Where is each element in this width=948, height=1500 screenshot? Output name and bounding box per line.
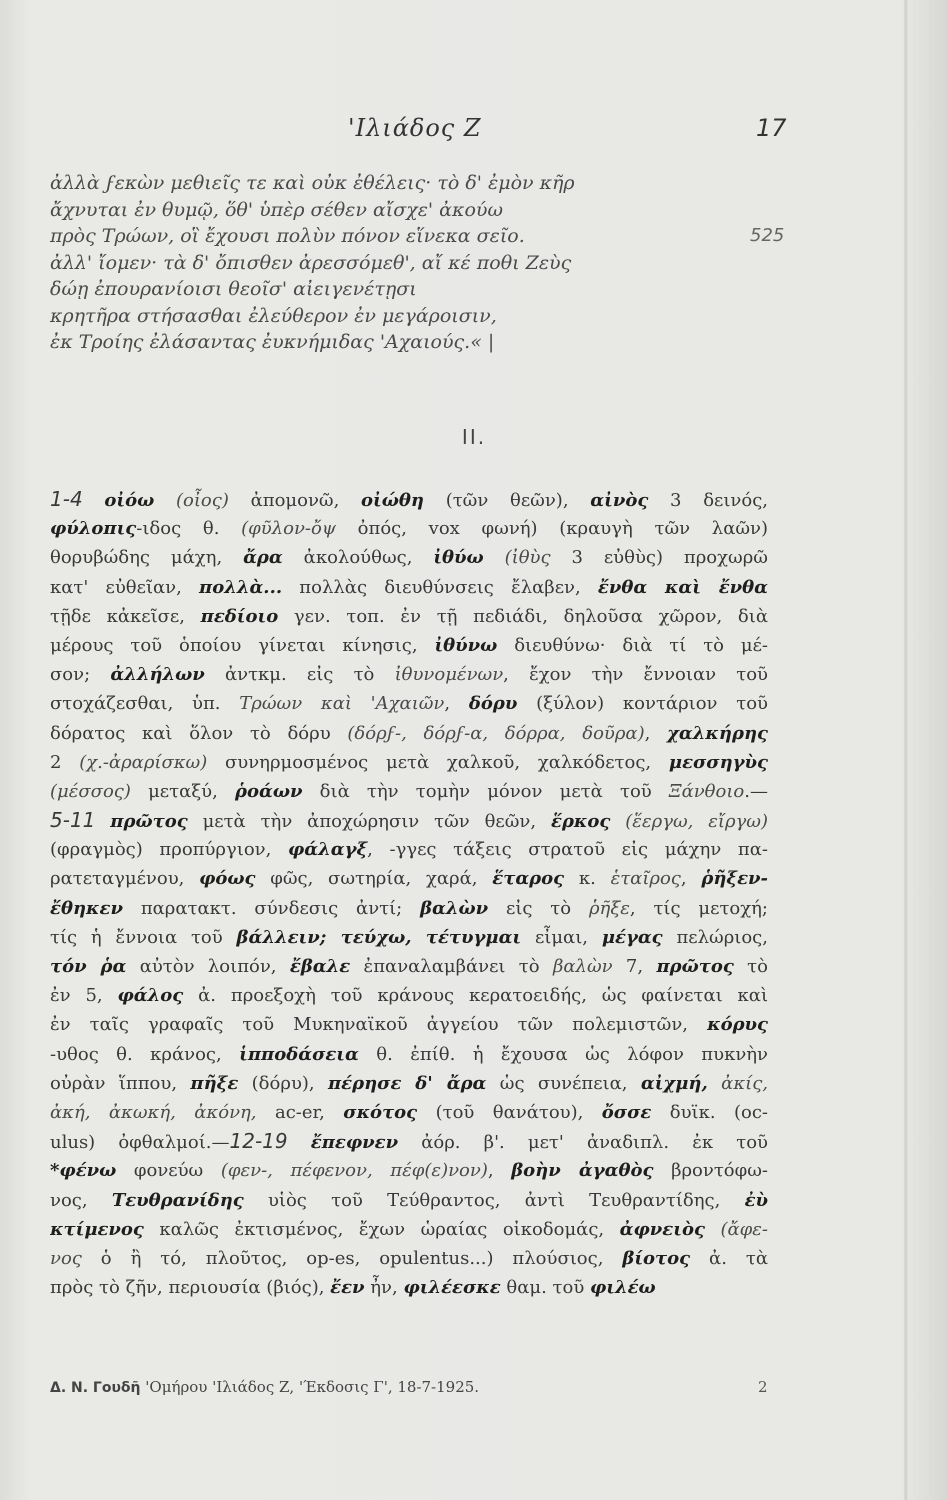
poem-line-text: ἄχνυται ἐν θυμῷ, ὅθ' ὑπὲρ σέθεν αἴσχε' ἀκούω — [50, 198, 503, 221]
commentary-line: ἀκή, ἀκωκή, ἀκόνη, ac-er, σκότος (τοῦ θανάτου), ὄσσε δυϊκ. (oc- — [50, 1101, 768, 1123]
poem-line — [50, 250, 810, 277]
commentary — [50, 485, 768, 1302]
page-fold-shadow — [904, 0, 908, 1500]
commentary-line: (μέσσος) μεταξύ, ῥοάων διὰ τὴν τομὴν μόνον μετὰ τοῦ Ξάνθοιο.— — [50, 780, 768, 802]
poem-line — [50, 223, 810, 250]
section-mark: ΙΙ. — [461, 425, 487, 449]
poem-line-text: δώῃ ἐπουρανίοισι θεοῖσ' αἰειγενέτῃσι — [50, 278, 417, 300]
commentary-line: κατ' εὐθεῖαν, πολλὰ... πολλὰς διευθύνσεις ἔλαβεν, ἔνθα καὶ ἔνθα — [50, 576, 768, 598]
commentary-line: *φένω φονεύω (φεν-, πέφενον, πέφ(ε)νον), βοὴν ἀγαθὸς βροντόφω- — [50, 1160, 768, 1182]
page-footer — [50, 1378, 790, 1408]
commentary-line: πρὸς τὸ ζῆν, περιουσία (βιός), ἔεν ἦν, φιλέεσκε θαμ. τοῦ φιλέω — [50, 1277, 656, 1299]
commentary-line: 2 (χ.-ἀραρίσκω) συνηρμοσμένος μετὰ χαλκοῦ, χαλκόδετος, μεσσηγὺς — [50, 751, 768, 773]
commentary-line: ρατεταγμένου, φόως φῶς, σωτηρία, χαρά, ἕταρος κ. ἑταῖρος, ῥῆξεν- — [50, 868, 768, 890]
commentary-line: -υθος θ. κράνος, ἱπποδάσεια θ. ἐπίθ. ἡ ἔχουσα ὡς λόφον πυκνὴν — [50, 1043, 768, 1065]
commentary-line: ἐν 5, φάλος ἀ. προεξοχὴ τοῦ κράνους κερατοειδής, ὡς φαίνεται καὶ — [50, 985, 768, 1007]
commentary-line: κτίμενος καλῶς ἐκτισμένος, ἔχων ὡραίας οἰκοδομάς, ἀφνειὸς (ἄφε- — [50, 1218, 768, 1240]
poem-line — [50, 276, 810, 303]
commentary-line: μέρους τοῦ ὁποίου γίνεται κίνησις, ἰθύνω διευθύνω· διὰ τί τὸ μέ- — [50, 634, 768, 656]
footer-signature: 2 — [758, 1378, 768, 1396]
footer-imprint — [50, 1378, 479, 1396]
commentary-line: τίς ἡ ἔννοια τοῦ βάλλειν; τεύχω, τέτυγμαι εἶμαι, μέγας πελώριος, — [50, 926, 768, 948]
poem-line-text: κρητῆρα στήσασθαι ἐλεύθερον ἐν μεγάροισιν, — [50, 304, 497, 327]
commentary-line: οὐρὰν ἵππου, πῆξε (δόρυ), πέρησε δ' ἄρα ὡς συνέπεια, αἰχμή, ἀκίς, — [50, 1072, 768, 1094]
commentary-line: νος, Τευθρανίδης υἱὸς τοῦ Τεύθραντος, ἀντὶ Τευθραντίδης, ἐὺ — [50, 1189, 768, 1211]
poem-line-text: ἀλλ' ἴομεν· τὰ δ' ὄπισθεν ἀρεσσόμεθ', αἴ κέ ποθι Ζεὺς — [50, 251, 572, 274]
running-title: 'Ιλιάδος Ζ — [348, 114, 482, 142]
commentary-line: τῇδε κἀκεῖσε, πεδίοιο γεν. τοπ. ἐν τῇ πεδιάδι, δηλοῦσα χῶρον, διὰ — [50, 605, 768, 627]
poem-line — [50, 329, 810, 356]
poem-line-text: πρὸς Τρώων, οἳ ἔχουσι πολὺν πόνον εἵνεκα σεῖο. — [50, 225, 525, 247]
poem-line — [50, 303, 810, 330]
line-number: 525 — [750, 225, 785, 246]
poem-line — [50, 197, 810, 224]
commentary-line: 5-11 πρῶτος μετὰ τὴν ἀποχώρησιν τῶν θεῶν, ἕρκος (ἕεργω, εἴργω) — [50, 808, 768, 833]
commentary-line: τόν ῥα αὐτὸν λοιπόν, ἔβαλε ἐπαναλαμβάνει τὸ βαλὼν 7, πρῶτος τὸ — [50, 956, 768, 977]
commentary-line: 1-4 οἰόω (οἶος) ἀπομονῶ, οἰώθη (τῶν θεῶν), αἰνὸς 3 δεινός, — [50, 487, 768, 511]
footer-edition: 'Ομήρου 'Ιλιάδος Ζ, 'Έκδοσις Γ', 18-7-1925. — [145, 1378, 480, 1396]
commentary-line: φύλοπις-ιδος θ. (φῦλον-ὄψ ὀπός, vox φωνή) (κραυγὴ τῶν λαῶν) — [50, 518, 768, 540]
poem-line — [50, 170, 810, 197]
commentary-line: σον; ἀλλήλων ἀντκμ. εἰς τὸ ἰθυνομένων, ἔχον τὴν ἔννοιαν τοῦ — [50, 664, 768, 686]
commentary-line: νος ὁ ἢ τό, πλοῦτος, op-es, opulentus...) πλούσιος, βίοτος ἀ. τὰ — [50, 1247, 768, 1269]
commentary-line: στοχάζεσθαι, ὑπ. Τρώων καὶ 'Αχαιῶν, δόρυ (ξύλον) κοντάριον τοῦ — [50, 693, 768, 715]
poem-line-text: ἀλλὰ ϝεκὼν μεθιεῖς τε καὶ οὐκ ἐθέλεις· τὸ δ' ἐμὸν κῆρ — [50, 172, 575, 194]
commentary-line: (φραγμὸς) προπύργιον, φάλαγξ, -γγες τάξεις στρατοῦ εἰς μάχην πα- — [50, 839, 768, 861]
commentary-line: ἐν ταῖς γραφαῖς τοῦ Μυκηναϊκοῦ ἀγγείου τῶν πολεμιστῶν, κόρυς — [50, 1014, 768, 1036]
page-number: 17 — [756, 114, 787, 142]
running-header — [0, 114, 948, 154]
poem-text — [50, 170, 810, 356]
commentary-line: θορυβώδης μάχη, ἄρα ἀκολούθως, ἰθύω (ἰθὺς 3 εὐθὺς) προχωρῶ — [50, 547, 768, 569]
commentary-line: δόρατος καὶ ὅλον τὸ δόρυ (δόρϝ-, δόρϝ-α, δόρρα, δοῦρα), χαλκήρης — [50, 722, 768, 744]
poem-line-text: ἐκ Τροίης ἐλάσαντας ἐυκνήμιδας 'Αχαιούς.« | — [50, 331, 495, 353]
commentary-line: ἔθηκεν παρατακτ. σύνδεσις ἀντί; βαλὼν εἰς τὸ ῥῆξε, τίς μετοχή; — [50, 897, 768, 919]
commentary-line: ulus) ὀφθαλμοί.—12-19 ἔπεφνεν ἀόρ. β'. μετ' ἀναδιπλ. ἐκ τοῦ — [50, 1129, 768, 1154]
footer-publisher: Δ. Ν. Γουδῆ — [50, 1380, 141, 1396]
